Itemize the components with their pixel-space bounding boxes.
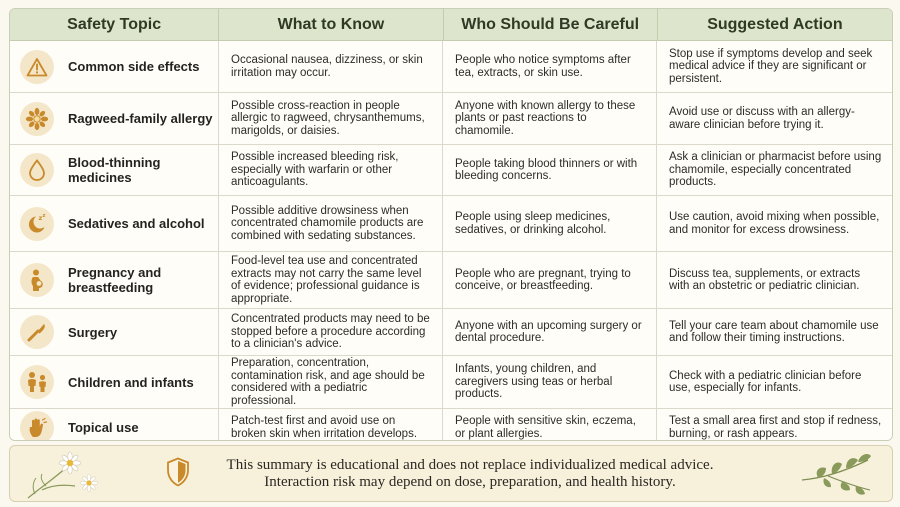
what-to-know-cell: Patch-test first and avoid use on broken skin when irritation develops. <box>219 409 443 441</box>
shield-icon <box>166 457 190 492</box>
hand-skin-icon <box>20 411 54 442</box>
what-to-know-cell: Possible cross-reaction in people allergic to ragweed, chrysanthemums, marigolds, or daisies. <box>219 93 443 144</box>
suggested-action-cell: Avoid use or discuss with an allergy-aware clinician before trying it. <box>669 106 855 131</box>
topic-cell <box>10 93 219 144</box>
topic-cell <box>10 41 219 92</box>
suggested-action-cell: Tell your care team about chamomile use and follow their timing instructions. <box>669 319 879 344</box>
table-header <box>10 9 892 41</box>
who-careful-cell: People who notice symptoms after tea, extracts, or skin use. <box>443 41 657 92</box>
disclaimer-line-2: Interaction risk may depend on dose, preparation, and health history. <box>264 474 676 490</box>
disclaimer-text <box>210 457 730 491</box>
table-row <box>10 309 892 356</box>
topic-label: Surgery <box>68 324 118 340</box>
scalpel-icon <box>20 315 54 349</box>
who-careful-cell: People who are pregnant, trying to conceive, or breastfeeding. <box>443 252 657 308</box>
svg-text:z: z <box>42 212 46 219</box>
topic-label: Sedatives and alcohol <box>68 216 205 231</box>
table-row <box>10 93 892 145</box>
chamomile-flowers-decoration <box>20 448 110 500</box>
header-suggested-action: Suggested Action <box>707 15 843 33</box>
header-safety-topic: Safety Topic <box>10 9 219 40</box>
blood-drop-icon <box>20 153 54 187</box>
who-careful-cell: Anyone with known allergy to these plants or past reactions to chamomile. <box>443 93 657 144</box>
topic-cell <box>10 145 219 195</box>
topic-label: Ragweed-family allergy <box>68 111 213 126</box>
who-careful-cell: Infants, young children, and caregivers using teas or herbal products. <box>443 356 657 408</box>
what-to-know-cell: Possible additive drowsiness when concentrated chamomile products are combined with sedating substances. <box>219 196 443 251</box>
who-careful-cell: People using sleep medicines, sedatives, or drinking alcohol. <box>443 196 657 251</box>
topic-cell <box>10 196 219 251</box>
children-icon <box>20 365 54 399</box>
topic-label: Blood-thinning medicines <box>68 155 161 185</box>
suggested-action-cell: Discuss tea, supplements, or extracts with an obstetric or pediatric clinician. <box>669 267 861 292</box>
who-careful-cell: Anyone with an upcoming surgery or dental procedure. <box>443 309 657 355</box>
who-careful-cell: People with sensitive skin, eczema, or plant allergies. <box>443 409 657 441</box>
pregnancy-icon <box>20 263 54 297</box>
svg-text:z: z <box>38 213 43 222</box>
what-to-know-cell: Concentrated products may need to be stopped before a procedure according to a clinician's advice. <box>219 309 443 355</box>
suggested-action-cell: Use caution, avoid mixing when possible, and monitor for excess drowsiness. <box>669 211 880 236</box>
suggested-action-cell: Test a small area first and stop if redness, burning, or rash appears. <box>669 415 882 440</box>
table-row <box>10 41 892 93</box>
disclaimer-footer <box>9 445 893 502</box>
herb-leaves-decoration <box>798 450 878 498</box>
header-who-careful: Who Should Be Careful <box>444 9 658 40</box>
suggested-action-cell: Ask a clinician or pharmacist before using chamomile, especially concentrated products. <box>669 151 882 189</box>
flower-icon <box>20 102 54 136</box>
suggested-action-cell: Check with a pediatric clinician before use, especially for infants. <box>669 369 862 394</box>
topic-cell <box>10 309 219 355</box>
table-row <box>10 356 892 409</box>
table-row <box>10 409 892 441</box>
suggested-action-cell: Stop use if symptoms develop and seek medical advice if they are significant or persistent. <box>669 47 873 85</box>
safety-table <box>9 8 893 441</box>
topic-cell <box>10 409 219 441</box>
what-to-know-cell: Food-level tea use and concentrated extracts may not carry the same level of evidence; professional guidance is appropriate. <box>219 252 443 308</box>
table-row <box>10 252 892 309</box>
header-what-to-know: What to Know <box>219 9 443 40</box>
topic-label: Children and infants <box>68 374 194 390</box>
warning-triangle-icon <box>20 50 54 84</box>
topic-label: Topical use <box>68 420 139 435</box>
what-to-know-cell: Occasional nausea, dizziness, or skin irritation may occur. <box>219 41 443 92</box>
topic-label: Pregnancy and breastfeeding <box>68 265 162 295</box>
topic-cell <box>10 356 219 408</box>
table-row <box>10 145 892 196</box>
topic-cell <box>10 252 219 308</box>
disclaimer-line-1: This summary is educational and does not replace individualized medical advice. <box>226 457 714 473</box>
who-careful-cell: People taking blood thinners or with bleeding concerns. <box>443 145 657 195</box>
topic-label: Common side effects <box>68 59 200 74</box>
table-row <box>10 196 892 252</box>
what-to-know-cell: Preparation, concentration, contamination risk, and age should be considered with a pediatric professional. <box>219 356 443 408</box>
moon-sleep-icon <box>20 207 54 241</box>
what-to-know-cell: Possible increased bleeding risk, especially with warfarin or other anticoagulants. <box>219 145 443 195</box>
